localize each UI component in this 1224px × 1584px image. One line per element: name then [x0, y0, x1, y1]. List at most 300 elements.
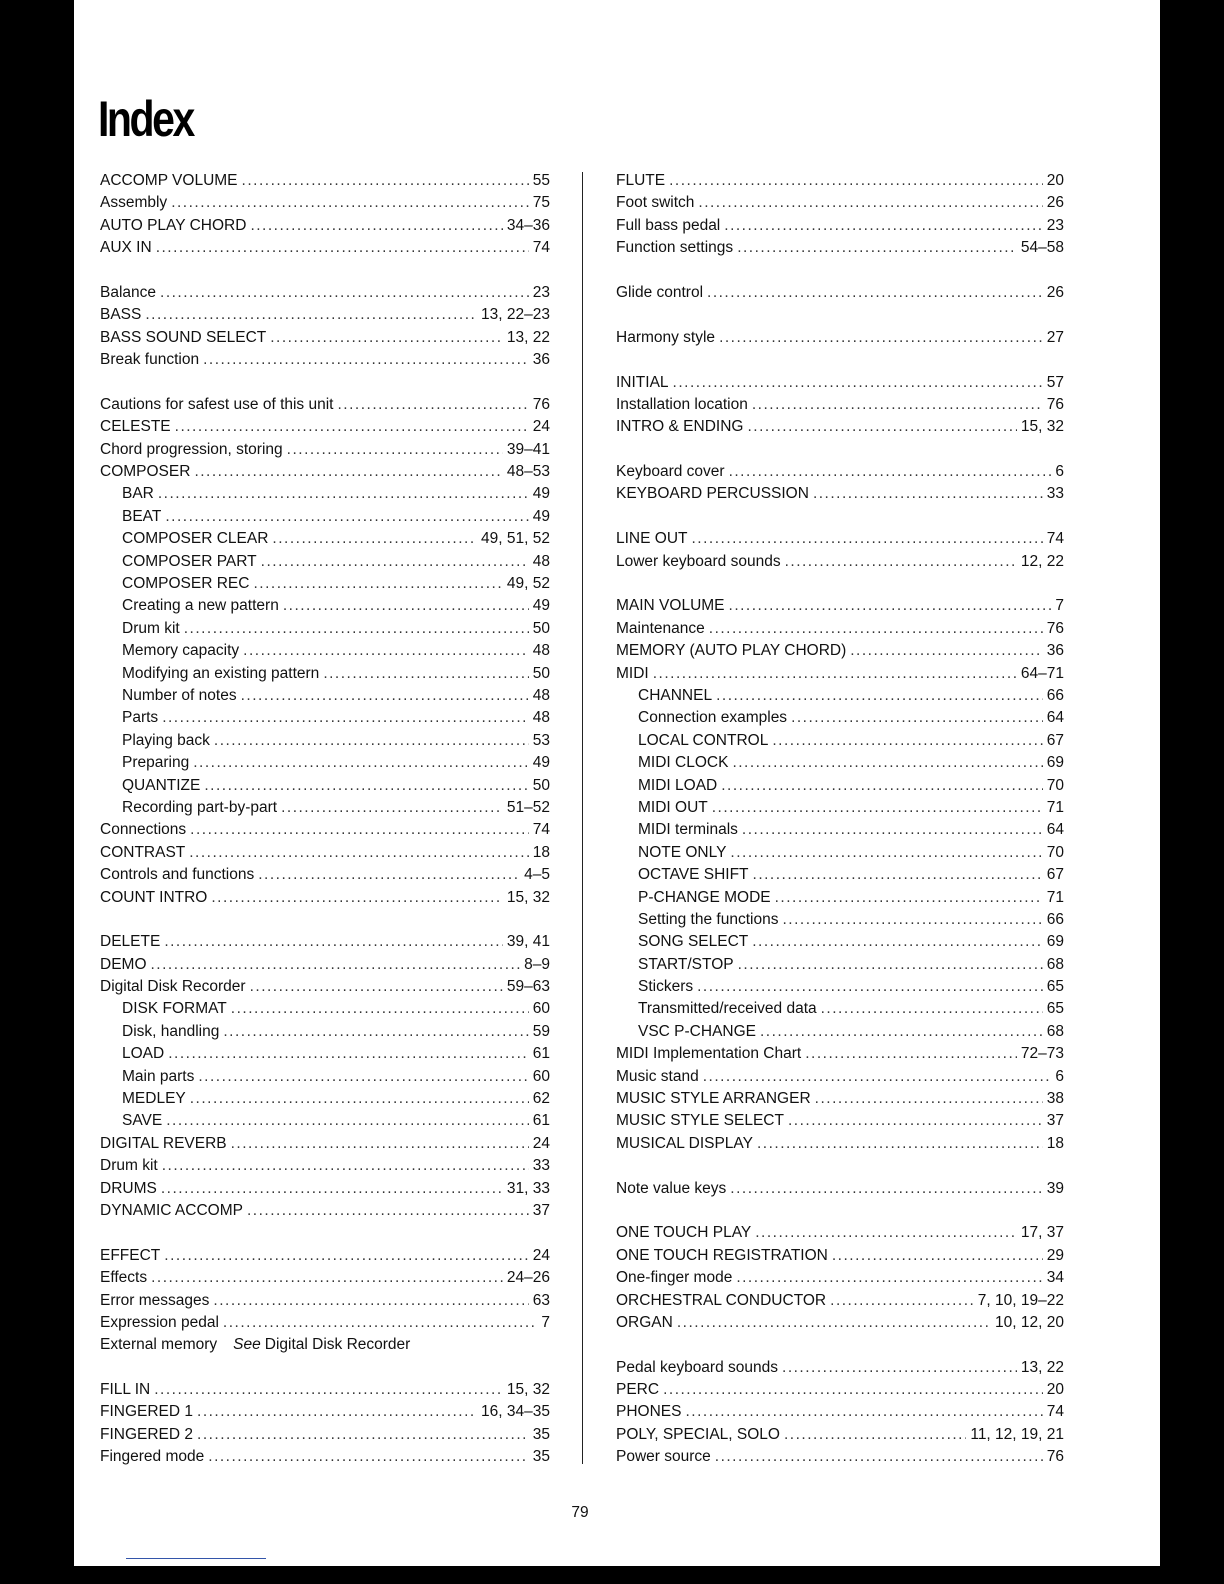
entry-term: Pedal keyboard sounds	[616, 1358, 779, 1376]
index-subentry	[100, 551, 550, 573]
entry-term: Digital Disk Recorder	[100, 978, 246, 996]
entry-term: SONG SELECT	[638, 933, 749, 951]
entry-pages: 48	[532, 686, 550, 704]
dot-leader	[162, 1155, 529, 1177]
index-subentry	[100, 618, 550, 640]
index-entry	[616, 372, 1064, 394]
index-entry	[100, 192, 550, 214]
dot-leader	[270, 327, 503, 349]
dot-leader	[715, 1446, 1043, 1468]
entry-pages: 59	[532, 1022, 550, 1040]
dot-leader	[243, 640, 529, 662]
index-entry	[100, 215, 550, 237]
entry-pages: 55	[532, 172, 550, 189]
index-entry	[100, 282, 550, 304]
dot-leader	[168, 1043, 529, 1065]
dot-leader	[732, 752, 1042, 774]
entry-pages: 48	[532, 709, 550, 727]
entry-pages: 36	[532, 351, 550, 369]
entry-pages: 76	[1046, 1448, 1064, 1466]
entry-term: EFFECT	[100, 1246, 161, 1264]
dot-leader	[189, 842, 529, 864]
entry-pages: 23	[1046, 216, 1064, 234]
entry-term: Function settings	[616, 239, 734, 257]
entry-pages: 37	[532, 1201, 550, 1219]
entry-term: VSC P-CHANGE	[638, 1022, 756, 1040]
entry-term: Fingered mode	[100, 1448, 205, 1466]
entry-term: NOTE ONLY	[638, 843, 727, 861]
index-subentry	[100, 707, 550, 729]
index-entry	[616, 1424, 1064, 1446]
index-subentry	[100, 483, 550, 505]
dot-leader	[250, 976, 503, 998]
index-subentry	[616, 842, 1064, 864]
entry-pages: 13, 22	[506, 328, 550, 346]
index-entry	[100, 394, 550, 416]
index-subentry	[100, 528, 550, 550]
entry-term: ACCOMP VOLUME	[100, 172, 238, 189]
index-subentry	[616, 752, 1064, 774]
dot-leader	[164, 1245, 528, 1267]
dot-leader	[775, 887, 1043, 909]
index-entry	[100, 1379, 550, 1401]
entry-pages: 37	[1046, 1112, 1064, 1130]
dot-leader	[161, 1178, 503, 1200]
index-subentry	[100, 1043, 550, 1065]
entry-term: MAIN VOLUME	[616, 597, 725, 615]
index-entry	[100, 1200, 550, 1222]
index-entry	[100, 237, 550, 259]
entry-pages: 26	[1046, 283, 1064, 301]
entry-pages: 27	[1046, 328, 1064, 346]
index-entry	[616, 618, 1064, 640]
index-entry	[100, 304, 550, 326]
page-number: 79	[571, 1504, 589, 1521]
dot-leader	[223, 1021, 528, 1043]
entry-pages: 36	[1046, 642, 1064, 660]
entry-term: LOCAL CONTROL	[638, 731, 769, 749]
dot-leader	[830, 1290, 974, 1312]
index-entry	[100, 349, 550, 371]
dot-leader	[663, 1379, 1043, 1401]
index-entry	[100, 1133, 550, 1155]
entry-term: Assembly	[100, 194, 168, 212]
dot-leader	[287, 439, 503, 461]
entry-term: Number of notes	[122, 686, 237, 704]
index-subentry	[100, 640, 550, 662]
index-entry	[616, 1312, 1064, 1334]
entry-term: Drum kit	[122, 619, 180, 637]
entry-term: AUX IN	[100, 239, 152, 257]
entry-pages: 71	[1046, 888, 1064, 906]
dot-leader	[241, 685, 529, 707]
see-target: Digital Disk Recorder	[264, 1336, 411, 1354]
index-subentry	[616, 775, 1064, 797]
index-entry	[100, 842, 550, 864]
dot-leader	[171, 192, 529, 214]
index-entry	[100, 931, 550, 953]
entry-pages: 54–58	[1020, 239, 1064, 257]
index-entry	[616, 1133, 1064, 1155]
dot-leader	[247, 1200, 529, 1222]
index-subentry	[100, 797, 550, 819]
dot-leader	[707, 282, 1043, 304]
index-entry	[616, 1178, 1064, 1200]
entry-pages: 13, 22	[1020, 1358, 1064, 1376]
index-subentry	[616, 730, 1064, 752]
index-subentry	[616, 887, 1064, 909]
entry-term: Memory capacity	[122, 642, 240, 660]
dot-leader	[258, 864, 520, 886]
index-subentry	[100, 506, 550, 528]
index-entry	[616, 170, 1064, 192]
index-entry	[100, 1401, 550, 1423]
entry-pages: 68	[1046, 955, 1064, 973]
entry-term: Stickers	[638, 978, 694, 996]
entry-term: Effects	[100, 1269, 148, 1287]
index-entry	[616, 1088, 1064, 1110]
dot-leader	[730, 1178, 1042, 1200]
entry-pages: 24	[532, 418, 550, 436]
entry-pages: 76	[532, 395, 550, 413]
entry-pages: 74	[532, 821, 550, 839]
dot-leader	[788, 1110, 1043, 1132]
dot-leader	[154, 1379, 503, 1401]
entry-pages: 68	[1046, 1022, 1064, 1040]
dot-leader	[850, 640, 1043, 662]
entry-pages: 75	[532, 194, 550, 212]
entry-pages: 49, 52	[506, 575, 550, 593]
entry-pages: 7, 10, 19–22	[977, 1291, 1064, 1309]
index-subentry	[100, 1088, 550, 1110]
dot-leader	[753, 864, 1043, 886]
entry-term: Creating a new pattern	[122, 597, 279, 615]
page-title: Index	[98, 91, 193, 147]
index-entry	[616, 551, 1064, 573]
dot-leader	[813, 483, 1043, 505]
entry-pages: 6	[1055, 463, 1064, 481]
entry-pages: 74	[1046, 530, 1064, 548]
entry-pages: 33	[532, 1157, 550, 1175]
dot-leader	[166, 1110, 529, 1132]
index-entry	[100, 1267, 550, 1289]
index-entry	[100, 327, 550, 349]
index-subentry	[100, 775, 550, 797]
entry-term: PHONES	[616, 1403, 682, 1421]
entry-term: ORCHESTRAL CONDUCTOR	[616, 1291, 827, 1309]
entry-term: OCTAVE SHIFT	[638, 866, 749, 884]
entry-pages: 18	[1046, 1134, 1064, 1152]
entry-pages: 35	[532, 1425, 550, 1443]
entry-pages: 15, 32	[1020, 418, 1064, 436]
entry-pages: 64	[1046, 821, 1064, 839]
entry-term: Maintenance	[616, 619, 705, 637]
entry-term: P-CHANGE MODE	[638, 888, 771, 906]
index-subentry	[616, 931, 1064, 953]
dot-leader	[194, 461, 502, 483]
dot-leader	[211, 887, 503, 909]
entry-pages: 67	[1046, 731, 1064, 749]
entry-pages: 35	[532, 1448, 550, 1466]
dot-leader	[213, 1290, 528, 1312]
dot-leader	[208, 1446, 528, 1468]
dot-leader	[697, 976, 1043, 998]
dot-leader	[253, 573, 502, 595]
entry-term: Expression pedal	[100, 1313, 219, 1331]
dot-leader	[784, 1424, 966, 1446]
entry-pages: 65	[1046, 1000, 1064, 1018]
entry-pages: 50	[532, 619, 550, 637]
index-subentry	[100, 1110, 550, 1132]
index-subentry	[100, 752, 550, 774]
index-entry	[100, 1424, 550, 1446]
entry-pages: 69	[1046, 933, 1064, 951]
footer-rule	[126, 1558, 266, 1559]
entry-term: COMPOSER REC	[122, 575, 250, 593]
index-subentry	[100, 595, 550, 617]
dot-leader	[653, 663, 1017, 685]
dot-leader	[742, 819, 1043, 841]
dot-leader	[261, 551, 529, 573]
entry-term: INTRO & ENDING	[616, 418, 744, 436]
dot-leader	[782, 909, 1042, 931]
dot-leader	[272, 528, 477, 550]
index-subentry	[100, 1021, 550, 1043]
entry-pages: 4–5	[524, 866, 550, 884]
index-entry	[100, 1245, 550, 1267]
index-entry	[100, 887, 550, 909]
dot-leader	[669, 170, 1043, 192]
entry-pages: 70	[1046, 776, 1064, 794]
index-subentry	[616, 707, 1064, 729]
index-entry	[616, 1267, 1064, 1289]
entry-term: DRUMS	[100, 1179, 157, 1197]
entry-pages: 76	[1046, 395, 1064, 413]
entry-pages: 51–52	[506, 798, 550, 816]
index-entry	[100, 954, 550, 976]
dot-leader	[805, 1043, 1017, 1065]
entry-pages: 34	[1046, 1269, 1064, 1287]
entry-term: MIDI OUT	[638, 798, 708, 816]
index-entry	[100, 864, 550, 886]
entry-term: QUANTIZE	[122, 776, 201, 794]
dot-leader	[832, 1245, 1043, 1267]
entry-term: Setting the functions	[638, 910, 779, 928]
entry-pages: 31, 33	[506, 1179, 550, 1197]
entry-term: COUNT INTRO	[100, 888, 208, 906]
index-subentry	[616, 685, 1064, 707]
entry-term: BAR	[122, 485, 154, 503]
dot-leader	[729, 461, 1052, 483]
index-subentry	[616, 1021, 1064, 1043]
entry-term: DIGITAL REVERB	[100, 1134, 227, 1152]
index-subentry	[616, 909, 1064, 931]
entry-term: MIDI LOAD	[638, 776, 718, 794]
entry-term: FINGERED 2	[100, 1425, 194, 1443]
entry-term: Disk, handling	[122, 1022, 220, 1040]
index-subentry	[616, 819, 1064, 841]
entry-term: COMPOSER	[100, 463, 191, 481]
index-entry	[616, 1401, 1064, 1423]
dot-leader	[738, 954, 1043, 976]
dot-leader	[184, 618, 529, 640]
dot-leader	[712, 797, 1043, 819]
entry-term: SAVE	[122, 1112, 163, 1130]
entry-pages: 67	[1046, 866, 1064, 884]
entry-pages: 72–73	[1020, 1045, 1064, 1063]
dot-leader	[760, 1021, 1043, 1043]
dot-leader	[281, 797, 503, 819]
dot-leader	[250, 215, 502, 237]
entry-pages: 48	[532, 642, 550, 660]
entry-pages: 76	[1046, 619, 1064, 637]
entry-term: Glide control	[616, 283, 704, 301]
entry-term: Full bass pedal	[616, 216, 721, 234]
entry-pages: 33	[1046, 485, 1064, 503]
entry-pages: 48–53	[506, 463, 550, 481]
entry-term: Error messages	[100, 1291, 210, 1309]
entry-term: ONE TOUCH PLAY	[616, 1224, 752, 1242]
entry-term: MIDI terminals	[638, 821, 738, 839]
entry-term: PERC	[616, 1381, 660, 1399]
index-entry	[616, 192, 1064, 214]
index-subentry	[100, 663, 550, 685]
dot-leader	[772, 730, 1042, 752]
entry-pages: 66	[1046, 686, 1064, 704]
dot-leader	[198, 1066, 528, 1088]
entry-pages: 7	[541, 1313, 550, 1331]
index-entry	[100, 1178, 550, 1200]
dot-leader	[736, 1267, 1042, 1289]
index-entry	[616, 528, 1064, 550]
dot-leader	[685, 1401, 1042, 1423]
index-subentry	[100, 685, 550, 707]
dot-leader	[223, 1312, 537, 1334]
entry-term: MUSICAL DISPLAY	[616, 1134, 753, 1152]
entry-pages: 12, 22	[1020, 552, 1064, 570]
dot-leader	[747, 416, 1016, 438]
index-entry	[616, 483, 1064, 505]
index-entry	[100, 439, 550, 461]
entry-term: BASS	[100, 306, 142, 324]
dot-leader	[204, 775, 528, 797]
entry-term: Power source	[616, 1448, 711, 1466]
entry-pages: 71	[1046, 798, 1064, 816]
dot-leader	[691, 528, 1042, 550]
entry-pages: 18	[532, 843, 550, 861]
dot-leader	[815, 1088, 1043, 1110]
entry-term: Harmony style	[616, 328, 716, 346]
dot-leader	[785, 551, 1017, 573]
entry-pages: 49	[532, 597, 550, 615]
index-subentry	[616, 797, 1064, 819]
entry-term: CHANNEL	[638, 686, 713, 704]
dot-leader	[190, 819, 529, 841]
entry-pages: 6	[1055, 1067, 1064, 1085]
entry-term: LINE OUT	[616, 530, 688, 548]
entry-term: Playing back	[122, 731, 210, 749]
index-page	[74, 0, 1160, 1566]
dot-leader	[698, 192, 1042, 214]
index-subentry	[100, 730, 550, 752]
index-subentry	[616, 976, 1064, 998]
index-entry	[616, 461, 1064, 483]
entry-pages: 49	[532, 507, 550, 525]
entry-term: Main parts	[122, 1067, 195, 1085]
entry-term: DELETE	[100, 933, 161, 951]
index-entry	[616, 1245, 1064, 1267]
entry-term: Connection examples	[638, 709, 788, 727]
entry-term: COMPOSER PART	[122, 552, 257, 570]
dot-leader	[730, 842, 1042, 864]
entry-term: Chord progression, storing	[100, 440, 283, 458]
entry-term: POLY, SPECIAL, SOLO	[616, 1425, 780, 1443]
dot-leader	[737, 237, 1017, 259]
index-entry	[100, 976, 550, 998]
dot-leader	[752, 394, 1043, 416]
index-entry	[100, 819, 550, 841]
entry-term: Foot switch	[616, 194, 695, 212]
entry-term: ONE TOUCH REGISTRATION	[616, 1246, 828, 1264]
dot-leader	[716, 685, 1043, 707]
entry-term: Modifying an existing pattern	[122, 664, 320, 682]
dot-leader	[677, 1312, 991, 1334]
entry-pages: 8–9	[524, 955, 550, 973]
index-entry	[100, 1155, 550, 1177]
entry-term: Keyboard cover	[616, 463, 725, 481]
entry-pages: 10, 12, 20	[995, 1313, 1064, 1331]
entry-pages: 53	[532, 731, 550, 749]
dot-leader	[729, 595, 1052, 617]
index-subentry	[616, 954, 1064, 976]
dot-leader	[337, 394, 528, 416]
entry-pages: 61	[532, 1112, 550, 1130]
entry-pages: 13, 22–23	[481, 306, 550, 324]
entry-term: Balance	[100, 283, 157, 301]
dot-leader	[160, 282, 529, 304]
dot-leader	[156, 237, 529, 259]
index-subentry	[100, 1066, 550, 1088]
entry-term: BEAT	[122, 507, 162, 525]
entry-pages: 59–63	[506, 978, 550, 996]
index-subentry	[100, 573, 550, 595]
index-entry	[616, 1066, 1064, 1088]
entry-pages: 26	[1046, 194, 1064, 212]
index-entry	[616, 1043, 1064, 1065]
dot-leader	[791, 707, 1043, 729]
entry-pages: 74	[1046, 1403, 1064, 1421]
index-subentry	[616, 998, 1064, 1020]
dot-leader	[242, 170, 529, 192]
entry-term: LOAD	[122, 1045, 165, 1063]
dot-leader	[231, 1133, 529, 1155]
entry-pages: 61	[532, 1045, 550, 1063]
dot-leader	[752, 931, 1043, 953]
index-entry	[616, 640, 1064, 662]
entry-pages: 17, 37	[1020, 1224, 1064, 1242]
dot-leader	[203, 349, 529, 371]
entry-pages: 7	[1055, 597, 1064, 615]
entry-pages: 64	[1046, 709, 1064, 727]
dot-leader	[162, 707, 529, 729]
entry-term: FLUTE	[616, 172, 666, 189]
entry-pages: 15, 32	[506, 1381, 550, 1399]
entry-term: MUSIC STYLE SELECT	[616, 1112, 784, 1130]
entry-pages: 29	[1046, 1246, 1064, 1264]
index-entry	[616, 237, 1064, 259]
entry-pages: 48	[532, 552, 550, 570]
entry-term: DEMO	[100, 955, 147, 973]
